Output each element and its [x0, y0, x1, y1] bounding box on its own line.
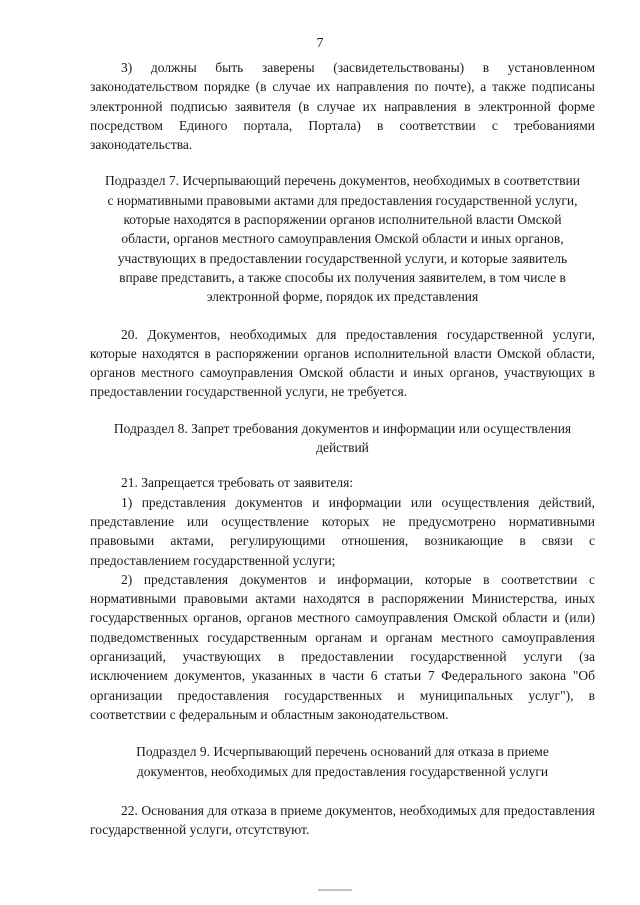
document-body — [90, 58, 595, 839]
paragraph-20: 20. Документов, необходимых для предоставления государственной услуги, которые находятся в распоряжении органов исполнительной власти Омской области, органов местного самоуправления Омской области и иных органов, участвующих в предоставлении государственной услуги, не требуется. — [90, 326, 595, 400]
paragraph-item-3: 3) должны быть заверены (засвидетельствованы) в установленном законодательством порядке (в случае их направления по почте), а также подписаны электронной подписью заявителя (в случае их направления в электронной форме посредством Единого портала, Портала) в соответствии с требованиями законодательства. — [90, 60, 595, 153]
paragraph-21-item-2: 2) представления документов и информации, которые в соответствии с нормативными правовыми актами находятся в распоряжении Министерства, иных государственных органов, органов местного самоуправления Омской области и (или) подведомственных государственным органам и органам местного самоуправления организаций, участвующих в предоставлении государственной услуги (за исключением документов, указанных в части 6 статьи 7 Федерального закона "Об организации предоставления государственных и муниципальных услуг"), в соответствии с федеральным и областным законодательством. — [90, 571, 595, 722]
scan-artifact — [318, 889, 352, 891]
subsection-8-heading: Подраздел 8. Запрет требования документов и информации или осуществления действий — [113, 420, 572, 456]
paragraph-21-item-1: 1) представления документов и информации или осуществления действий, представление или осуществление которых не предусмотрено нормативными правовыми актами, регулирующими отношения, возникающие в связи с предоставлением государственной услуги; — [90, 494, 595, 568]
page-number: 7 — [316, 36, 324, 51]
paragraph-22: 22. Основания для отказа в приеме документов, необходимых для предоставления государственной услуги, отсутствуют. — [90, 802, 595, 838]
subsection-9-heading: Подраздел 9. Исчерпывающий перечень оснований для отказа в приеме документов, необходимых для предоставления государственной услуги — [136, 744, 549, 779]
subsection-7-heading: Подраздел 7. Исчерпывающий перечень документов, необходимых в соответствии с нормативными правовыми актами для предоставления государственной услуги, которые находятся в распоряжении органов исполнительной власти Омской области, органов местного самоуправления Омской области и иных органов, участвующих в предоставлении государственной услуги, и которые заявитель вправе представить, а также способы их получения заявителем, в том числе в электронной форме, порядок их представления — [105, 173, 580, 305]
paragraph-21: 21. Запрещается требовать от заявителя: — [121, 475, 354, 491]
